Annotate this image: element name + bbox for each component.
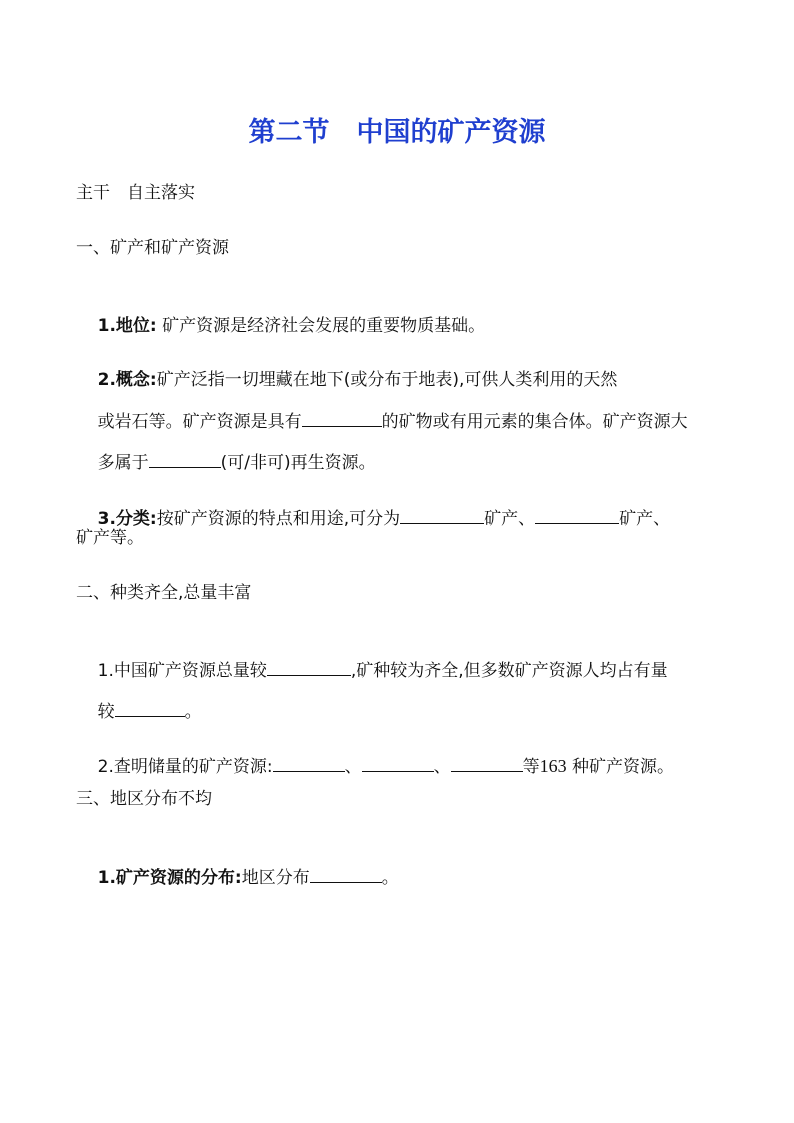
question-2-number: 163 xyxy=(539,756,567,776)
concept-text-1: 矿产泛指一切埋藏在地下(或分布于地表),可供人类利用的天然 xyxy=(156,370,618,390)
fill-blank[interactable] xyxy=(302,410,382,427)
question-2-text-a: 2.查明储量的矿产资源: xyxy=(97,757,273,777)
text-position: 矿产资源是经济社会发展的重要物质基础。 xyxy=(156,316,486,336)
label-position: 1.地位: xyxy=(97,316,157,336)
fill-blank[interactable] xyxy=(310,866,382,883)
heading-2: 二、种类齐全,总量丰富 xyxy=(76,583,252,603)
separator: 、 xyxy=(433,757,451,777)
fill-blank[interactable] xyxy=(267,659,351,676)
paragraph-classification-line1 xyxy=(76,485,670,552)
heading-3: 三、地区分布不均 xyxy=(76,789,212,809)
concept-text-3a: 多属于 xyxy=(97,453,149,473)
separator: 、 xyxy=(344,757,362,777)
classification-text-1b: 矿产、 xyxy=(484,509,536,529)
label-distribution: 1.矿产资源的分布: xyxy=(97,868,242,888)
fill-blank[interactable] xyxy=(451,755,523,772)
heading-1: 一、矿产和矿产资源 xyxy=(76,238,229,258)
concept-text-2b: 的矿物或有用元素的集合体。矿产资源大 xyxy=(381,412,688,432)
question-2-text-b: 等 xyxy=(522,757,540,777)
question-1-text-a: 1.中国矿产资源总量较 xyxy=(97,661,267,681)
label-classification: 3.分类: xyxy=(97,509,157,529)
question-3-text-a: 地区分布 xyxy=(241,868,310,888)
classification-text-1c: 矿产、 xyxy=(619,509,671,529)
section-header: 主干 自主落实 xyxy=(76,183,195,203)
fill-blank[interactable] xyxy=(273,755,345,772)
question-1-text-c: 较 xyxy=(97,702,115,722)
paragraph-classification-line2: 矿产等。 xyxy=(76,528,144,548)
fill-blank[interactable] xyxy=(115,700,185,717)
fill-blank[interactable] xyxy=(400,507,484,524)
concept-text-2a: 或岩石等。矿产资源是具有 xyxy=(97,412,302,432)
question-3 xyxy=(76,844,399,911)
concept-text-3b: (可/非可)再生资源。 xyxy=(220,453,376,473)
label-concept: 2.概念: xyxy=(97,370,157,390)
fill-blank[interactable] xyxy=(362,755,434,772)
classification-text-1a: 按矿产资源的特点和用途,可分为 xyxy=(156,509,401,529)
fill-blank[interactable] xyxy=(535,507,619,524)
fill-blank[interactable] xyxy=(149,451,221,468)
question-2-text-c: 种矿产资源。 xyxy=(566,757,674,777)
question-3-text-b: 。 xyxy=(381,868,399,888)
page-title: 第二节 中国的矿产资源 xyxy=(248,117,546,148)
question-1-text-b: ,矿种较为齐全,但多数矿产资源人均占有量 xyxy=(350,661,668,681)
question-1-text-d: 。 xyxy=(184,702,202,722)
